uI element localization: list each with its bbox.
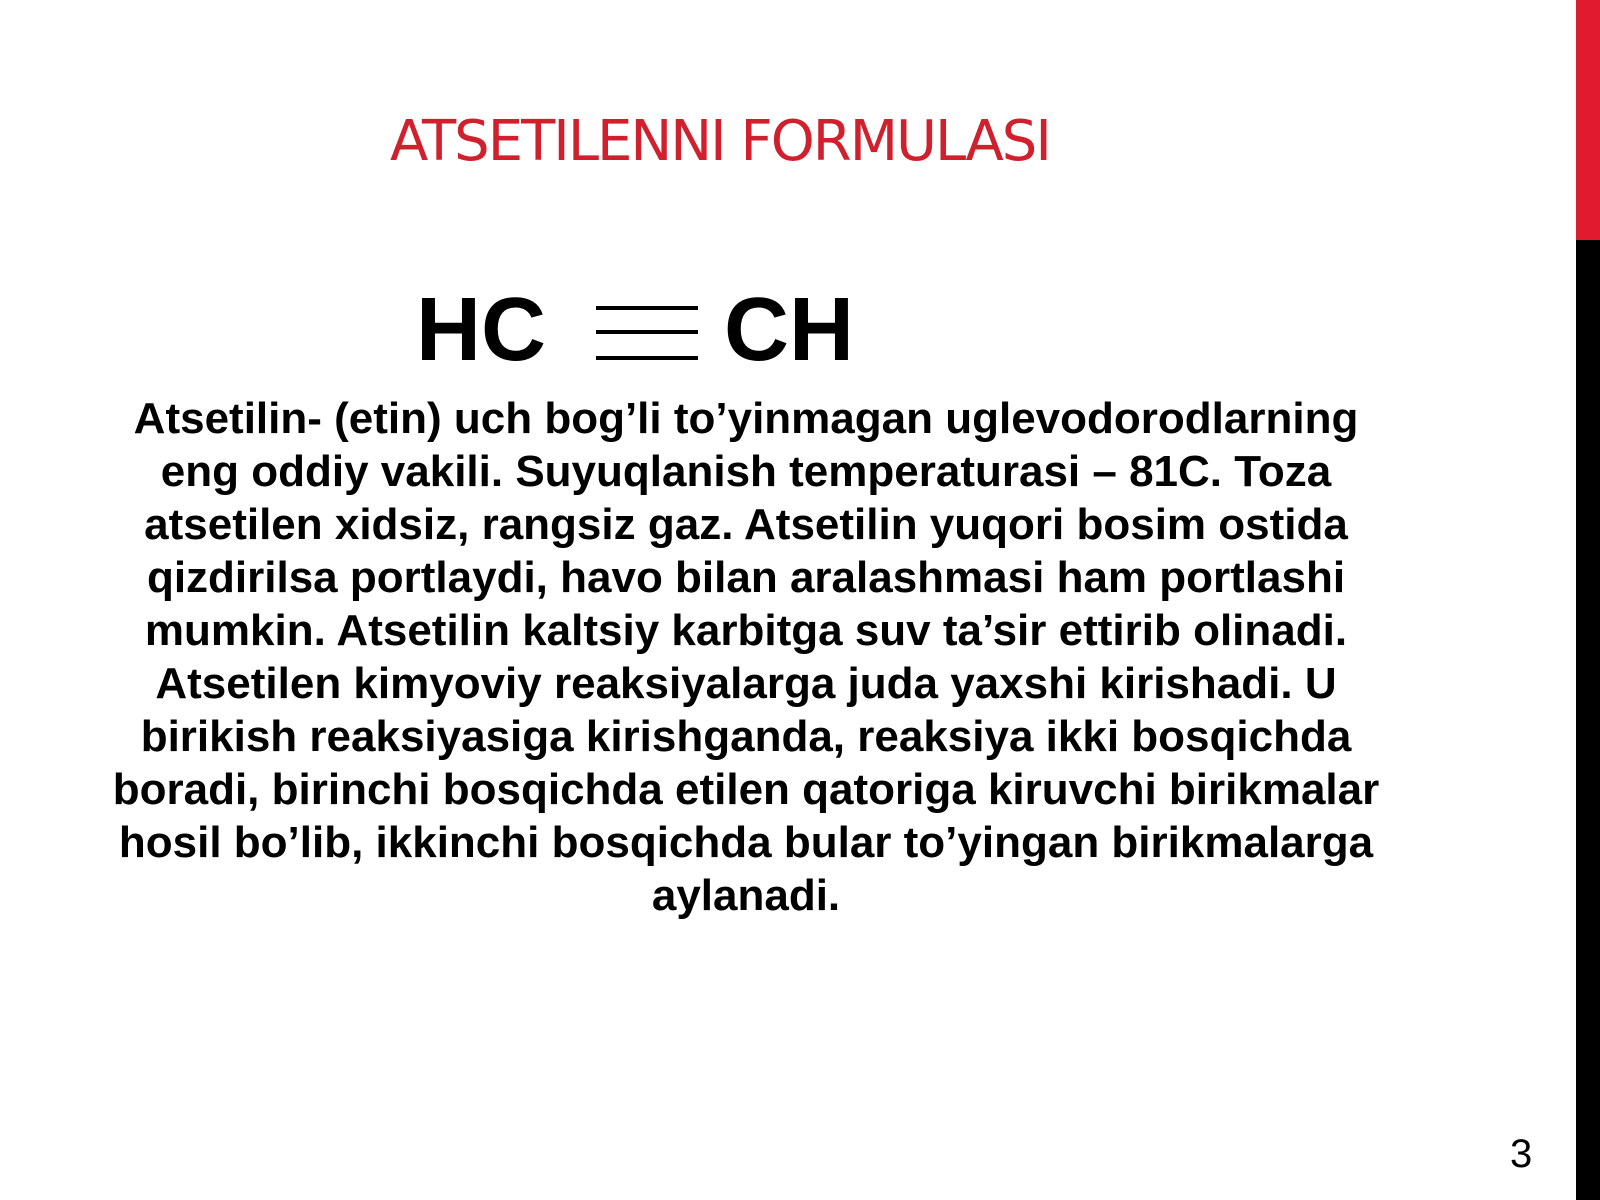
side-accent-red [1576,0,1600,240]
formula-left-group: HC [416,280,546,380]
formula-right-group: CH [724,280,854,380]
body-paragraph: Atsetilin- (etin) uch bog’li to’yinmagan uglevodorodlarning eng oddiy vakili. Suyuqlanish temperaturasi – 81C. Toza atsetilen xidsiz, rangsiz gaz. Atsetilin yuqori bosim ostida qizdirilsa portlaydi, havo bilan aralashmasi ham portlashi mumkin. Atsetilin kaltsiy karbitga suv ta’sir ettirib olinadi. Atsetilen kimyoviy reaksiyalarga juda yaxshi kirishadi. U birikish reaksiyasiga kirishganda, reaksiya ikki bosqichda boradi, birinchi bosqichda etilen qatoriga kiruvchi birikmalar hosil bo’lib, ikkinchi bosqichda bular to’yingan birikmalarga aylanadi. [112,394,1380,920]
side-accent-black [1576,240,1600,1200]
page-number: 3 [1510,1132,1533,1176]
slide-title: ATSETILENNI FORMULASI [390,109,1050,174]
chemical-formula [416,280,936,380]
triple-bond-icon [596,306,698,362]
